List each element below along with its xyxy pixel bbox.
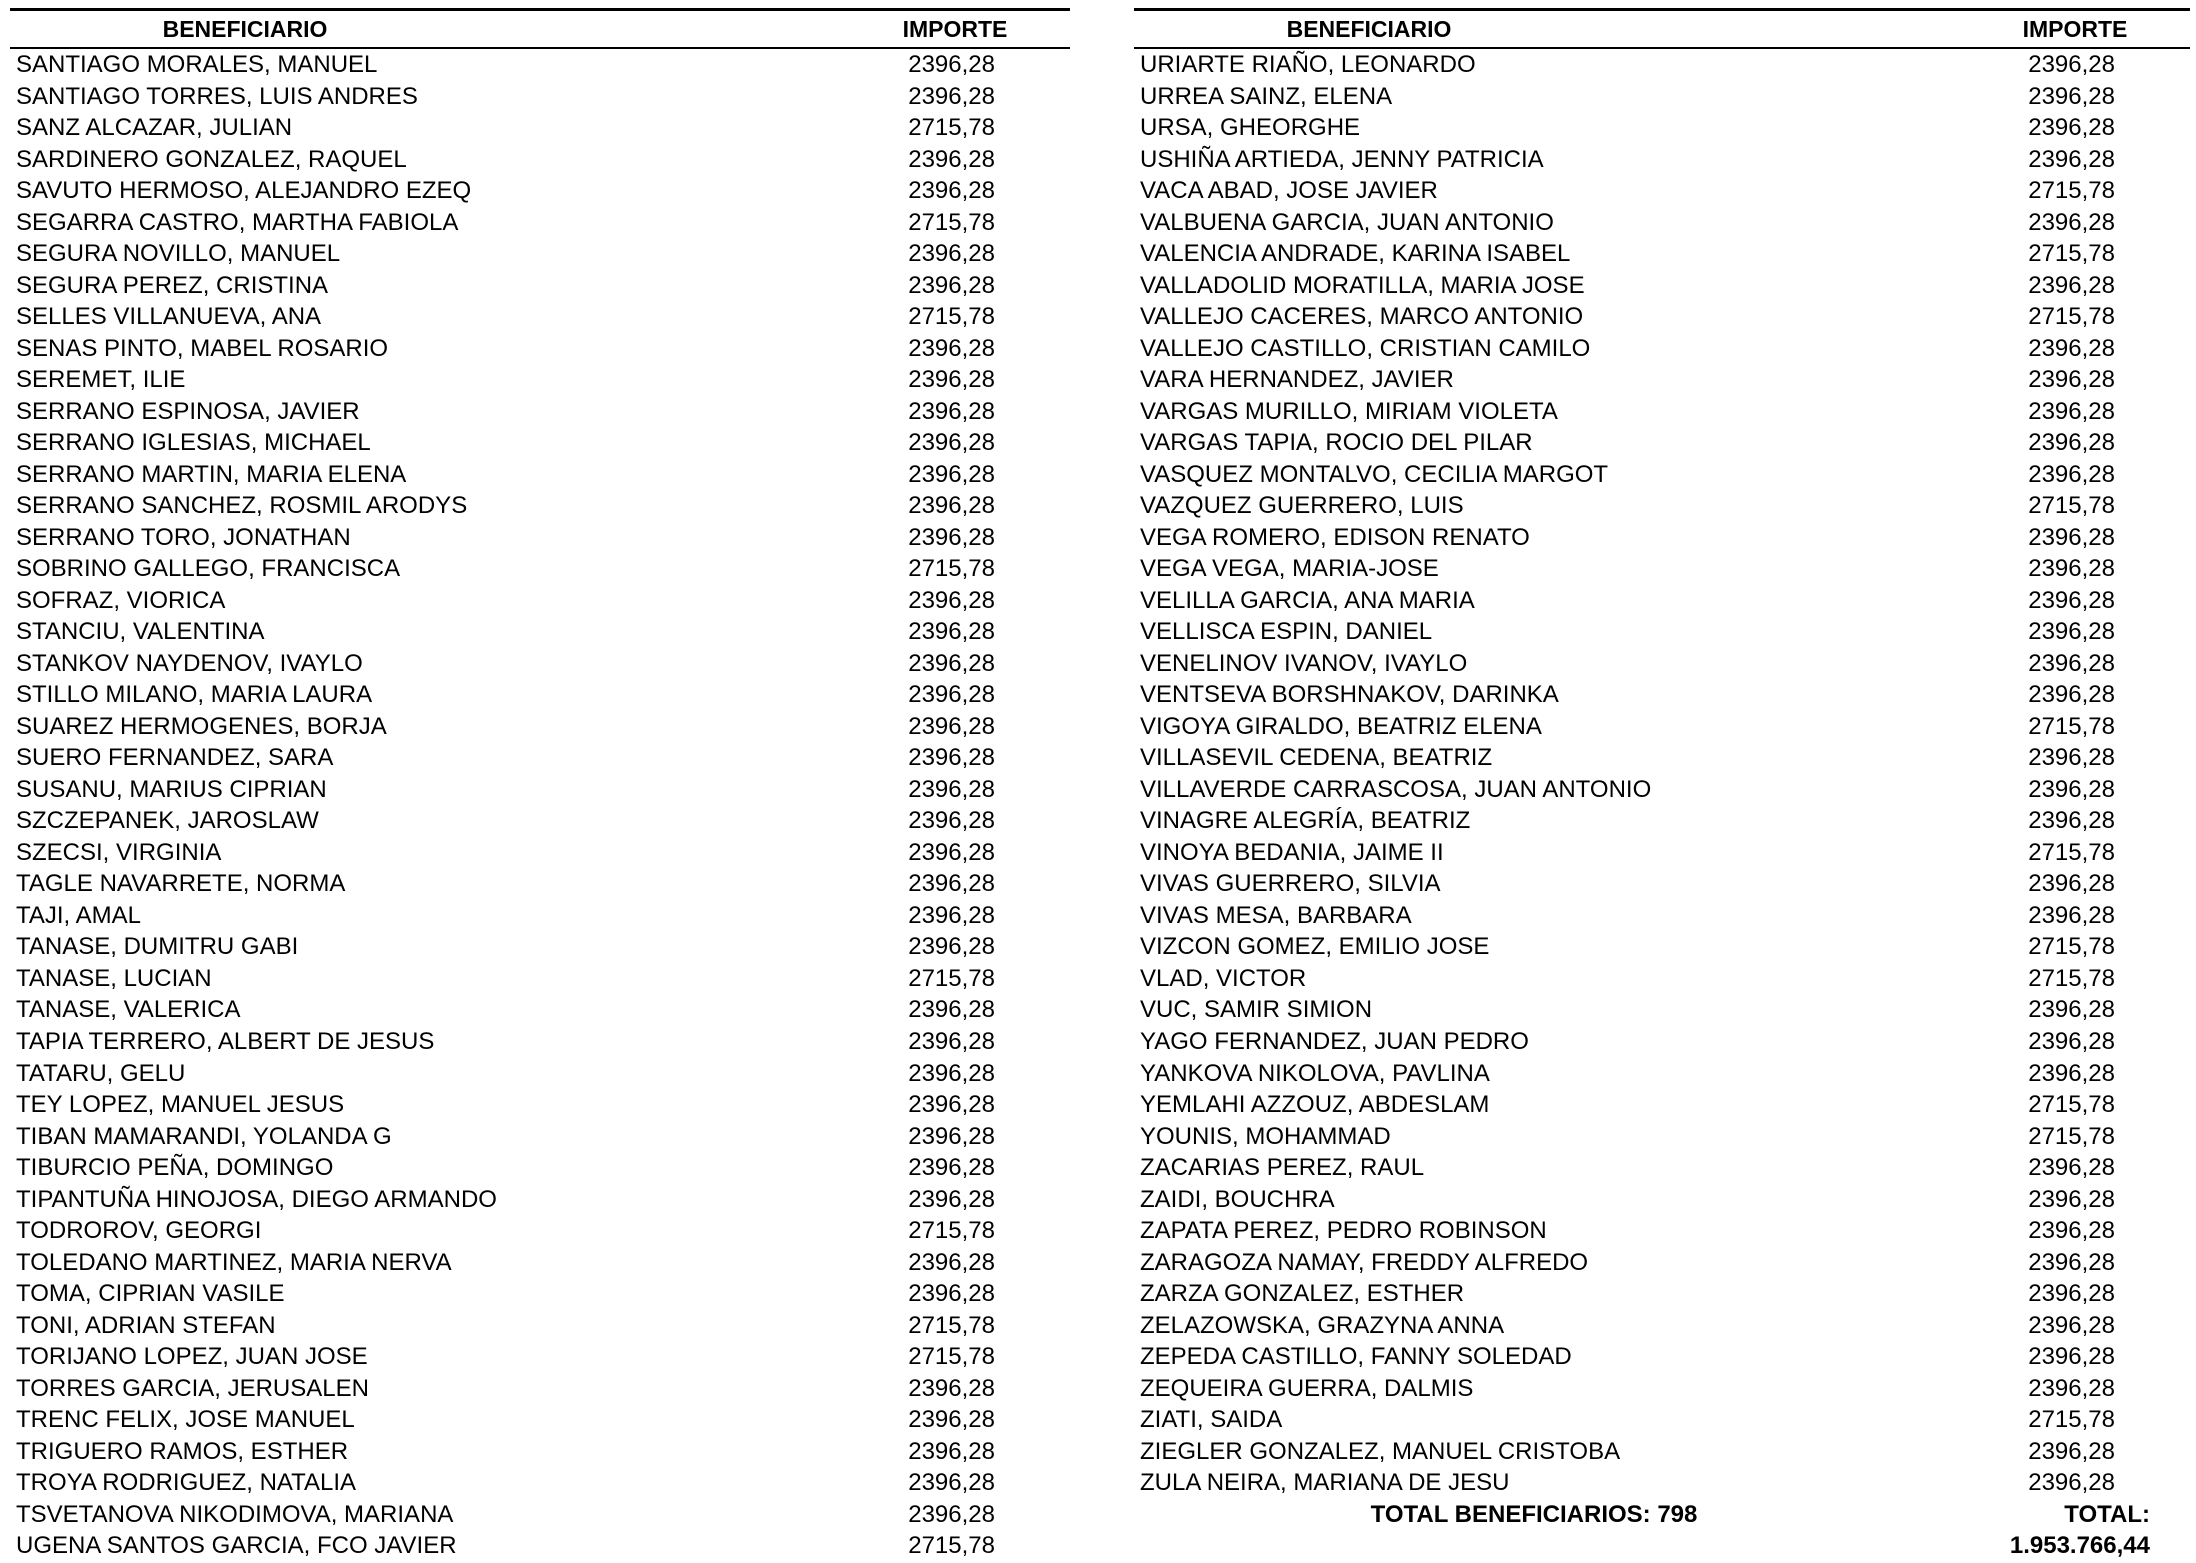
table-row (1134, 1467, 2190, 1499)
table-row (1134, 1058, 2190, 1090)
amount-value: 2715,78 (908, 208, 995, 236)
amount-value: 2396,28 (2028, 460, 2115, 488)
table-row (10, 1530, 1070, 1562)
beneficiary-name: VINAGRE ALEGRÍA, BEATRIZ (1140, 807, 1471, 835)
beneficiary-name: VENELINOV IVANOV, IVAYLO (1140, 649, 1468, 677)
beneficiary-name: TODROROV, GEORGI (16, 1217, 262, 1245)
beneficiary-name: VACA ABAD, JOSE JAVIER (1140, 177, 1438, 205)
beneficiary-name: VILLAVERDE CARRASCOSA, JUAN ANTONIO (1140, 775, 1652, 803)
beneficiary-name: TAPIA TERRERO, ALBERT DE JESUS (16, 1027, 435, 1055)
amount-value: 2396,28 (908, 807, 995, 835)
amount-value: 2396,28 (908, 649, 995, 677)
amount-value: 2396,28 (908, 681, 995, 709)
total-beneficiaries: TOTAL BENEFICIARIOS: 798 (1370, 1500, 1698, 1528)
beneficiary-name: SANZ ALCAZAR, JULIAN (16, 114, 293, 142)
amount-value: 2396,28 (2028, 145, 2115, 173)
amount-value: 2715,78 (2028, 240, 2115, 268)
table-row (1134, 1026, 2190, 1058)
table-row (10, 1278, 1070, 1310)
amount-value: 2715,78 (2028, 1091, 2115, 1119)
table-row (10, 301, 1070, 333)
beneficiary-name: SEGURA NOVILLO, MANUEL (16, 240, 341, 268)
amount-value: 2396,28 (908, 744, 995, 772)
beneficiary-name: ZIEGLER GONZALEZ, MANUEL CRISTOBA (1140, 1437, 1621, 1465)
beneficiary-name: SERRANO TORO, JONATHAN (16, 523, 351, 551)
total-value: 1.953.766,44 (2009, 1532, 2150, 1560)
table-row (10, 1373, 1070, 1405)
beneficiary-name: VIGOYA GIRALDO, BEATRIZ ELENA (1140, 712, 1542, 740)
table-row (10, 774, 1070, 806)
amount-value: 2396,28 (908, 429, 995, 457)
beneficiary-name: SELLES VILLANUEVA, ANA (16, 303, 322, 331)
table-row (1134, 112, 2190, 144)
amount-value: 2396,28 (2028, 334, 2115, 362)
beneficiary-name: YAGO FERNANDEZ, JUAN PEDRO (1140, 1027, 1529, 1055)
amount-value: 2396,28 (908, 933, 995, 961)
amount-value: 2396,28 (908, 82, 995, 110)
beneficiary-name: SEREMET, ILIE (16, 366, 186, 394)
table-row (10, 1184, 1070, 1216)
table-row (1134, 238, 2190, 270)
beneficiary-name: VENTSEVA BORSHNAKOV, DARINKA (1140, 681, 1559, 709)
table-row (1134, 742, 2190, 774)
beneficiary-name: SOBRINO GALLEGO, FRANCISCA (16, 555, 401, 583)
beneficiary-name: TANASE, VALERICA (16, 996, 241, 1024)
amount-value: 2396,28 (2028, 1343, 2115, 1371)
amount-value: 2396,28 (908, 1248, 995, 1276)
table-row (10, 837, 1070, 869)
amount-value: 2396,28 (2028, 429, 2115, 457)
beneficiary-name: TANASE, DUMITRU GABI (16, 933, 299, 961)
table-row (10, 333, 1070, 365)
amount-value: 2396,28 (908, 1469, 995, 1497)
beneficiary-name: VILLASEVIL CEDENA, BEATRIZ (1140, 744, 1493, 772)
amount-value: 2715,78 (908, 303, 995, 331)
table-row (1134, 1436, 2190, 1468)
beneficiary-name: TAGLE NAVARRETE, NORMA (16, 870, 346, 898)
table-row (10, 616, 1070, 648)
amount-value: 2396,28 (908, 586, 995, 614)
table-row (10, 238, 1070, 270)
beneficiary-name: TRENC FELIX, JOSE MANUEL (16, 1406, 355, 1434)
table-row (10, 931, 1070, 963)
table-row (10, 396, 1070, 428)
beneficiary-name: VEGA VEGA, MARIA-JOSE (1140, 555, 1439, 583)
right-table-header (1134, 8, 2190, 49)
beneficiary-name: TOLEDANO MARTINEZ, MARIA NERVA (16, 1248, 452, 1276)
beneficiary-name: SANTIAGO MORALES, MANUEL (16, 51, 378, 78)
table-row (1134, 994, 2190, 1026)
amount-value: 2396,28 (908, 1406, 995, 1434)
amount-value: 2715,78 (2028, 177, 2115, 205)
beneficiary-name: SUSANU, MARIUS CIPRIAN (16, 775, 327, 803)
amount-value: 2396,28 (2028, 51, 2115, 78)
table-row (1134, 144, 2190, 176)
beneficiary-name: URSA, GHEORGHE (1140, 114, 1361, 142)
table-row (1134, 900, 2190, 932)
table-row (10, 364, 1070, 396)
amount-value: 2715,78 (2028, 712, 2115, 740)
amount-value: 2396,28 (2028, 271, 2115, 299)
table-row (10, 1215, 1070, 1247)
amount-value: 2396,28 (908, 870, 995, 898)
amount-value: 2396,28 (2028, 681, 2115, 709)
amount-value: 2396,28 (908, 366, 995, 394)
table-row (1134, 49, 2190, 81)
amount-value: 2396,28 (2028, 996, 2115, 1024)
amount-value: 2715,78 (908, 1217, 995, 1245)
amount-value: 2396,28 (908, 1185, 995, 1213)
table-row (10, 1089, 1070, 1121)
beneficiary-name: ZEQUEIRA GUERRA, DALMIS (1140, 1374, 1474, 1402)
beneficiary-name: SERRANO IGLESIAS, MICHAEL (16, 429, 371, 457)
amount-value: 2715,78 (2028, 492, 2115, 520)
table-row (1134, 805, 2190, 837)
beneficiary-name: TIPANTUÑA HINOJOSA, DIEGO ARMANDO (16, 1185, 497, 1213)
table-row (1134, 585, 2190, 617)
table-row (1134, 711, 2190, 743)
beneficiary-name: TROYA RODRIGUEZ, NATALIA (16, 1469, 357, 1497)
amount-value: 2396,28 (2028, 1437, 2115, 1465)
beneficiary-name: ZACARIAS PEREZ, RAUL (1140, 1154, 1425, 1182)
amount-value: 2396,28 (908, 334, 995, 362)
table-row (1134, 175, 2190, 207)
amount-value: 2715,78 (2028, 838, 2115, 866)
amount-value: 2396,28 (908, 1091, 995, 1119)
amount-value: 2396,28 (2028, 114, 2115, 142)
beneficiary-name: TIBURCIO PEÑA, DOMINGO (16, 1154, 334, 1182)
right-table-rows (1134, 49, 2190, 1499)
beneficiary-name: ZARZA GONZALEZ, ESTHER (1140, 1280, 1465, 1308)
amount-value: 2715,78 (2028, 964, 2115, 992)
amount-value: 2396,28 (2028, 1027, 2115, 1055)
beneficiary-name: VIZCON GOMEZ, EMILIO JOSE (1140, 933, 1490, 961)
table-row (1134, 1278, 2190, 1310)
amount-value: 2396,28 (2028, 744, 2115, 772)
amount-value: 2715,78 (908, 1343, 995, 1371)
beneficiary-name: VELLISCA ESPIN, DANIEL (1140, 618, 1433, 646)
table-row (10, 900, 1070, 932)
table-row (1134, 648, 2190, 680)
beneficiary-name: VALLEJO CASTILLO, CRISTIAN CAMILO (1140, 334, 1591, 362)
beneficiary-name: ZAIDI, BOUCHRA (1140, 1185, 1335, 1213)
amount-value: 2396,28 (908, 1437, 995, 1465)
table-row (1134, 396, 2190, 428)
amount-value: 2715,78 (2028, 933, 2115, 961)
amount-value: 2396,28 (908, 901, 995, 929)
beneficiary-name: ZULA NEIRA, MARIANA DE JESU (1140, 1469, 1510, 1497)
beneficiary-name: SARDINERO GONZALEZ, RAQUEL (16, 145, 407, 173)
table-row (1134, 490, 2190, 522)
table-row (1134, 364, 2190, 396)
amount-value: 2396,28 (2028, 523, 2115, 551)
amount-value: 2396,28 (908, 1374, 995, 1402)
table-row (10, 207, 1070, 239)
beneficiary-name: URIARTE RIAÑO, LEONARDO (1140, 51, 1476, 78)
table-row (10, 1436, 1070, 1468)
beneficiary-name: SUERO FERNANDEZ, SARA (16, 744, 334, 772)
column-header-beneficiario: BENEFICIARIO (162, 16, 328, 42)
table-row (10, 427, 1070, 459)
table-row (1134, 1152, 2190, 1184)
amount-value: 2396,28 (2028, 618, 2115, 646)
amount-value: 2715,78 (2028, 1406, 2115, 1434)
amount-value: 2396,28 (2028, 1280, 2115, 1308)
amount-value: 2396,28 (2028, 586, 2115, 614)
table-row (10, 490, 1070, 522)
beneficiary-name: STANKOV NAYDENOV, IVAYLO (16, 649, 363, 677)
amount-value: 2396,28 (908, 1280, 995, 1308)
beneficiary-name: VARA HERNANDEZ, JAVIER (1140, 366, 1454, 394)
table-row (10, 1499, 1070, 1531)
beneficiary-name: STILLO MILANO, MARIA LAURA (16, 681, 373, 709)
right-table (1134, 8, 2190, 1563)
beneficiary-name: TOMA, CIPRIAN VASILE (16, 1280, 285, 1308)
amount-value: 2396,28 (908, 1154, 995, 1182)
table-row (1134, 553, 2190, 585)
amount-value: 2396,28 (908, 271, 995, 299)
beneficiary-name: VARGAS MURILLO, MIRIAM VIOLETA (1140, 397, 1558, 425)
beneficiary-name: SERRANO SANCHEZ, ROSMIL ARODYS (16, 492, 468, 520)
table-row (1134, 207, 2190, 239)
table-row (1134, 931, 2190, 963)
table-row (1134, 333, 2190, 365)
table-row (1134, 1341, 2190, 1373)
amount-value: 2396,28 (908, 1500, 995, 1528)
amount-value: 2396,28 (2028, 1469, 2115, 1497)
amount-value: 2396,28 (2028, 1185, 2115, 1213)
beneficiary-name: SENAS PINTO, MABEL ROSARIO (16, 334, 389, 362)
beneficiary-name: VALLEJO CACERES, MARCO ANTONIO (1140, 303, 1584, 331)
beneficiary-name: VARGAS TAPIA, ROCIO DEL PILAR (1140, 429, 1533, 457)
table-row (1134, 1215, 2190, 1247)
table-row (1134, 616, 2190, 648)
table-row (10, 1467, 1070, 1499)
table-row (10, 805, 1070, 837)
table-row (1134, 963, 2190, 995)
beneficiary-name: ZIATI, SAIDA (1140, 1406, 1283, 1434)
beneficiary-name: TORIJANO LOPEZ, JUAN JOSE (16, 1343, 368, 1371)
beneficiary-name: TIBAN MAMARANDI, YOLANDA G (16, 1122, 392, 1150)
beneficiary-name: VELILLA GARCIA, ANA MARIA (1140, 586, 1475, 614)
beneficiary-name: YOUNIS, MOHAMMAD (1140, 1122, 1391, 1150)
amount-value: 2396,28 (908, 177, 995, 205)
table-row (10, 868, 1070, 900)
beneficiary-name: YEMLAHI AZZOUZ, ABDESLAM (1140, 1091, 1490, 1119)
beneficiary-name: SAVUTO HERMOSO, ALEJANDRO EZEQ (16, 177, 472, 205)
amount-value: 2396,28 (2028, 555, 2115, 583)
table-row (1134, 837, 2190, 869)
beneficiary-name: USHIÑA ARTIEDA, JENNY PATRICIA (1140, 145, 1544, 173)
table-row (10, 1247, 1070, 1279)
beneficiary-name: VLAD, VICTOR (1140, 964, 1307, 992)
amount-value: 2396,28 (2028, 397, 2115, 425)
amount-value: 2396,28 (2028, 775, 2115, 803)
table-row (10, 963, 1070, 995)
beneficiary-name: ZEPEDA CASTILLO, FANNY SOLEDAD (1140, 1343, 1572, 1371)
table-row (1134, 1089, 2190, 1121)
amount-value: 2396,28 (908, 460, 995, 488)
beneficiary-name: VAZQUEZ GUERRERO, LUIS (1140, 492, 1464, 520)
beneficiary-name: URREA SAINZ, ELENA (1140, 82, 1393, 110)
table-row (10, 522, 1070, 554)
table-row (10, 144, 1070, 176)
amount-value: 2396,28 (2028, 1248, 2115, 1276)
beneficiary-name: VALLADOLID MORATILLA, MARIA JOSE (1140, 271, 1585, 299)
table-row (10, 742, 1070, 774)
beneficiary-name: SOFRAZ, VIORICA (16, 586, 226, 614)
amount-value: 2715,78 (2028, 1122, 2115, 1150)
beneficiary-name: VINOYA BEDANIA, JAIME II (1140, 838, 1444, 866)
amount-value: 2715,78 (2028, 303, 2115, 331)
amount-value: 2396,28 (908, 775, 995, 803)
table-row (1134, 1121, 2190, 1153)
table-row (10, 679, 1070, 711)
table-row (10, 711, 1070, 743)
table-row (1134, 1404, 2190, 1436)
amount-value: 2396,28 (908, 492, 995, 520)
left-table (10, 8, 1070, 1562)
table-row (10, 270, 1070, 302)
total-amount (1950, 1499, 2150, 1562)
amount-value: 2396,28 (908, 240, 995, 268)
table-row (10, 648, 1070, 680)
left-table-header (10, 8, 1070, 49)
amount-value: 2396,28 (908, 838, 995, 866)
beneficiary-name: TORRES GARCIA, JERUSALEN (16, 1374, 369, 1402)
beneficiary-name: ZELAZOWSKA, GRAZYNA ANNA (1140, 1311, 1505, 1339)
beneficiary-name: VALBUENA GARCIA, JUAN ANTONIO (1140, 208, 1554, 236)
beneficiary-name: VASQUEZ MONTALVO, CECILIA MARGOT (1140, 460, 1609, 488)
beneficiary-name: TEY LOPEZ, MANUEL JESUS (16, 1091, 345, 1119)
table-row (10, 1310, 1070, 1342)
amount-value: 2396,28 (908, 397, 995, 425)
amount-value: 2715,78 (908, 1311, 995, 1339)
beneficiary-name: TONI, ADRIAN STEFAN (16, 1311, 276, 1339)
amount-value: 2715,78 (908, 555, 995, 583)
beneficiary-name: SEGURA PEREZ, CRISTINA (16, 271, 329, 299)
table-row (1134, 774, 2190, 806)
beneficiary-name: ZAPATA PEREZ, PEDRO ROBINSON (1140, 1217, 1547, 1245)
column-header-importe: IMPORTE (2022, 16, 2128, 42)
beneficiary-name: TATARU, GELU (16, 1059, 186, 1087)
amount-value: 2396,28 (908, 1027, 995, 1055)
beneficiary-name: TSVETANOVA NIKODIMOVA, MARIANA (16, 1500, 454, 1528)
amount-value: 2396,28 (2028, 649, 2115, 677)
amount-value: 2396,28 (908, 51, 995, 78)
beneficiary-name: SERRANO MARTIN, MARIA ELENA (16, 460, 407, 488)
table-row (1134, 427, 2190, 459)
table-row (1134, 868, 2190, 900)
amount-value: 2396,28 (2028, 1311, 2115, 1339)
table-row (1134, 459, 2190, 491)
table-row (1134, 270, 2190, 302)
amount-value: 2396,28 (908, 1122, 995, 1150)
beneficiary-name: VIVAS GUERRERO, SILVIA (1140, 870, 1441, 898)
beneficiary-name: VEGA ROMERO, EDISON RENATO (1140, 523, 1530, 551)
amount-value: 2396,28 (908, 523, 995, 551)
table-row (1134, 301, 2190, 333)
table-row (10, 1341, 1070, 1373)
left-table-rows (10, 49, 1070, 1562)
amount-value: 2396,28 (908, 145, 995, 173)
beneficiary-name: SZECSI, VIRGINIA (16, 838, 222, 866)
amount-value: 2396,28 (2028, 807, 2115, 835)
amount-value: 2396,28 (2028, 1374, 2115, 1402)
column-header-beneficiario: BENEFICIARIO (1286, 16, 1452, 42)
table-row (10, 1058, 1070, 1090)
table-row (10, 994, 1070, 1026)
beneficiary-name: TRIGUERO RAMOS, ESTHER (16, 1437, 349, 1465)
beneficiary-name: VIVAS MESA, BARBARA (1140, 901, 1412, 929)
beneficiary-name: VALENCIA ANDRADE, KARINA ISABEL (1140, 240, 1571, 268)
total-label: TOTAL: (2064, 1500, 2150, 1528)
amount-value: 2715,78 (908, 964, 995, 992)
beneficiary-name: SZCZEPANEK, JAROSLAW (16, 807, 319, 835)
table-row (1134, 1373, 2190, 1405)
table-row (10, 553, 1070, 585)
beneficiary-name: SUAREZ HERMOGENES, BORJA (16, 712, 387, 740)
table-row (10, 112, 1070, 144)
beneficiary-name: ZARAGOZA NAMAY, FREDDY ALFREDO (1140, 1248, 1589, 1276)
table-row (1134, 522, 2190, 554)
amount-value: 2396,28 (2028, 901, 2115, 929)
amount-value: 2396,28 (908, 618, 995, 646)
table-row (10, 585, 1070, 617)
amount-value: 2396,28 (2028, 1154, 2115, 1182)
beneficiary-name: YANKOVA NIKOLOVA, PAVLINA (1140, 1059, 1490, 1087)
amount-value: 2396,28 (2028, 82, 2115, 110)
amount-value: 2396,28 (2028, 208, 2115, 236)
amount-value: 2396,28 (2028, 870, 2115, 898)
beneficiary-name: TAJI, AMAL (16, 901, 141, 929)
beneficiary-name: VUC, SAMIR SIMION (1140, 996, 1373, 1024)
table-row (1134, 81, 2190, 113)
table-row (10, 81, 1070, 113)
amount-value: 2396,28 (2028, 1059, 2115, 1087)
table-row (10, 175, 1070, 207)
table-row (10, 49, 1070, 81)
amount-value: 2396,28 (908, 996, 995, 1024)
beneficiary-name: STANCIU, VALENTINA (16, 618, 265, 646)
amount-value: 2396,28 (2028, 1217, 2115, 1245)
beneficiary-name: UGENA SANTOS GARCIA, FCO JAVIER (16, 1532, 457, 1560)
table-row (10, 1404, 1070, 1436)
amount-value: 2715,78 (908, 1532, 995, 1560)
table-row (1134, 679, 2190, 711)
table-row (10, 459, 1070, 491)
beneficiary-name: SANTIAGO TORRES, LUIS ANDRES (16, 82, 418, 110)
table-row (1134, 1310, 2190, 1342)
amount-value: 2396,28 (908, 1059, 995, 1087)
beneficiary-name: SERRANO ESPINOSA, JAVIER (16, 397, 360, 425)
beneficiary-name: SEGARRA CASTRO, MARTHA FABIOLA (16, 208, 459, 236)
table-row (10, 1152, 1070, 1184)
amount-value: 2715,78 (908, 114, 995, 142)
table-row (10, 1026, 1070, 1058)
amount-value: 2396,28 (2028, 366, 2115, 394)
table-row (1134, 1184, 2190, 1216)
table-row (1134, 1247, 2190, 1279)
beneficiary-name: TANASE, LUCIAN (16, 964, 212, 992)
column-header-importe: IMPORTE (902, 16, 1008, 42)
amount-value: 2396,28 (908, 712, 995, 740)
table-row (10, 1121, 1070, 1153)
totals-row (1134, 1499, 2190, 1563)
